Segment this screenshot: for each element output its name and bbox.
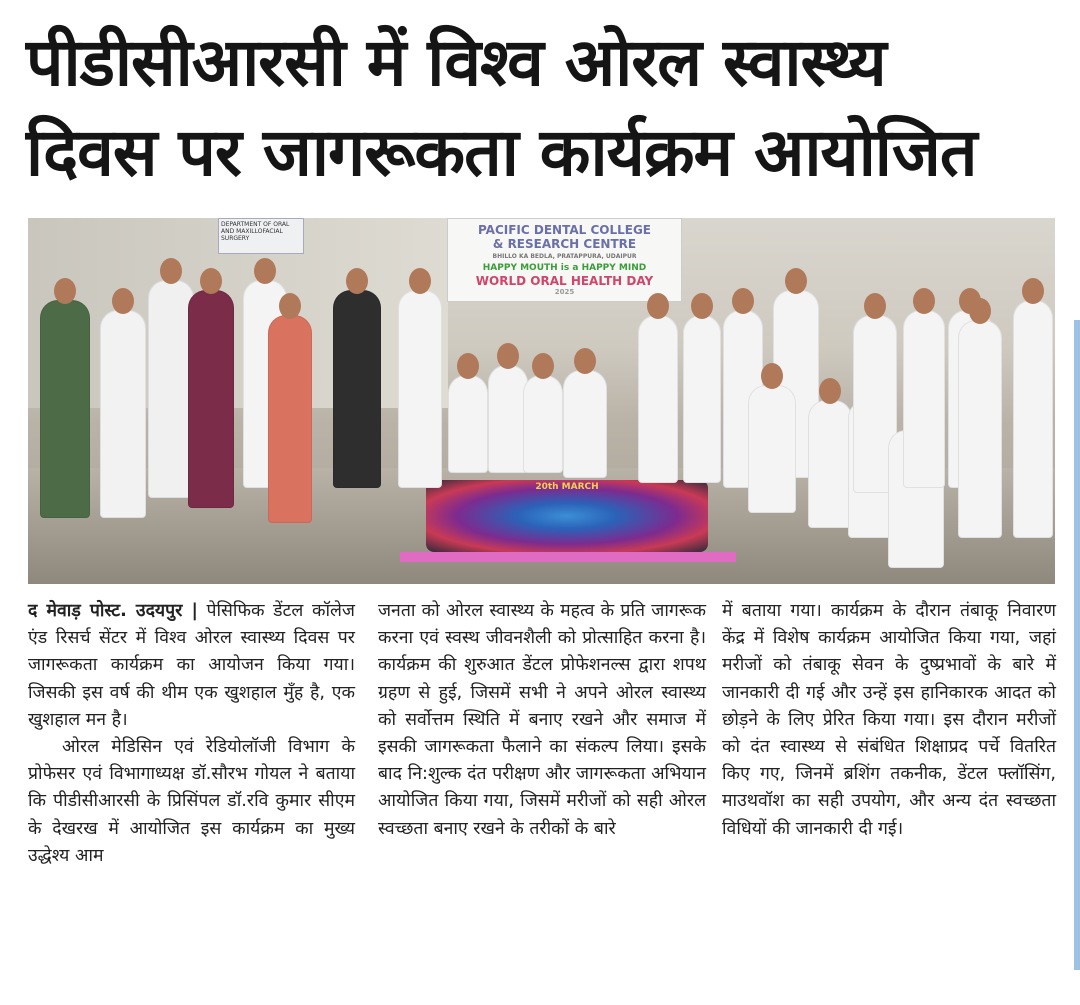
person-figure — [40, 300, 90, 518]
person-head — [913, 288, 935, 314]
person-figure — [958, 320, 1002, 538]
headline-line-1: पीडीसीआरसी में विश्व ओरल स्वास्थ्य — [26, 24, 886, 101]
person-head — [647, 293, 669, 319]
person-figure — [188, 290, 234, 508]
adjacent-article-border — [1074, 320, 1080, 970]
banner-year: 2025 — [554, 288, 575, 296]
person-head — [409, 268, 431, 294]
person-head — [112, 288, 134, 314]
article-paragraph: जनता को ओरल स्वास्थ्य के महत्व के प्रति जागरूक करना एवं स्वस्थ जीवनशैली को प्रोत्साहित करना है। कार्यक्रम की शुरुआत डेंटल प्रोफेशनल्स द्वारा शपथ ग्रहण से हुई, जिसमें सभी ने अपने ओरल स्वास्थ्य को सर्वोत्तम स्थिति में बनाए रखने और समाज में इसकी जागरूकता फैलाने का संकल्प लिया। इसके बाद नि:शुल्क दंत परीक्षण और जागरूकता अभियान आयोजित किया गया, जिसमें मरीजों को सही ओरल स्वच्छता बनाए रखने के तरीकों के बारे — [378, 601, 706, 839]
person-figure — [333, 290, 381, 488]
person-head — [574, 348, 596, 374]
banner-college-line1: PACIFIC DENTAL COLLEGE — [477, 223, 651, 237]
person-head — [160, 258, 182, 284]
rangoli — [426, 480, 708, 552]
article-column-1 — [28, 598, 355, 870]
person-figure — [398, 290, 442, 488]
headline-line-2: दिवस पर जागरूकता कार्यक्रम आयोजित — [26, 114, 977, 191]
banner-event: WORLD ORAL HEALTH DAY — [475, 274, 654, 288]
department-sign: DEPARTMENT OF ORAL AND MAXILLOFACIAL SURGERY — [218, 218, 304, 254]
person-figure — [448, 375, 488, 473]
person-head — [497, 343, 519, 369]
person-head — [785, 268, 807, 294]
person-head — [864, 293, 886, 319]
person-head — [969, 298, 991, 324]
person-head — [691, 293, 713, 319]
person-figure — [808, 400, 852, 528]
event-banner — [447, 218, 682, 302]
person-figure — [903, 310, 945, 488]
person-head — [1022, 278, 1044, 304]
person-figure — [1013, 300, 1053, 538]
person-figure — [638, 315, 678, 483]
banner-college-line2: & RESEARCH CENTRE — [492, 237, 637, 251]
dateline: द मेवाड़ पोस्ट. उदयपुर | — [28, 601, 198, 621]
person-head — [54, 278, 76, 304]
person-head — [819, 378, 841, 404]
person-head — [732, 288, 754, 314]
person-figure — [100, 310, 146, 518]
person-figure — [268, 315, 312, 523]
rangoli-text: 20th MARCH — [535, 482, 599, 492]
article-column-2 — [378, 598, 706, 843]
person-head — [346, 268, 368, 294]
article-paragraph: में बताया गया। कार्यक्रम के दौरान तंबाकू निवारण केंद्र में विशेष कार्यक्रम आयोजित किया गया, जहां मरीजों को तंबाकू सेवन के दुष्प्रभावों के बारे में जानकारी दी गई और उन्हें इस हानिकारक आदत को छोड़ने के लिए प्रेरित किया गया। इस दौरान मरीजों को दंत स्वास्थ्य से संबंधित शिक्षाप्रद पर्चे वितरित किए गए, जिनमें ब्रशिंग तकनीक, डेंटल फ्लॉसिंग, माउथवॉश का सही उपयोग, और अन्य दंत स्वच्छता विधियों की जानकारी दी गई। — [722, 601, 1056, 839]
person-head — [200, 268, 222, 294]
person-head — [761, 363, 783, 389]
person-figure — [748, 385, 796, 513]
article-column-3 — [722, 598, 1056, 843]
person-figure — [488, 365, 528, 473]
person-head — [279, 293, 301, 319]
rangoli-strip — [400, 552, 736, 562]
person-head — [457, 353, 479, 379]
news-photo — [28, 218, 1055, 584]
person-figure — [563, 370, 607, 478]
person-head — [254, 258, 276, 284]
article-paragraph: ओरल मेडिसिन एवं रेडियोलॉजी विभाग के प्रोफेसर एवं विभागाध्यक्ष डॉ.सौरभ गोयल ने बताया कि पीडीसीआरसी के प्रिसिंपल डॉ.रवि कुमार सीएम के देखरख में आयोजित इस कार्यक्रम का मुख्य उद्धेश्य आम — [28, 737, 355, 866]
person-head — [532, 353, 554, 379]
banner-address: BHILLO KA BEDLA, PRATAPPURA, UDAIPUR — [492, 253, 637, 260]
person-figure — [683, 315, 721, 483]
banner-theme: HAPPY MOUTH is a HAPPY MIND — [482, 263, 647, 273]
person-figure — [523, 375, 563, 473]
article-paragraph: पेसिफिक डेंटल कॉलेज एंड रिसर्च सेंटर में विश्व ओरल स्वास्थ्य दिवस पर जागरूकता कार्यक्रम का आयोजन किया गया। जिसकी इस वर्ष की थीम एक खुशहाल मुँह है, एक खुशहाल मन है। — [28, 601, 355, 730]
